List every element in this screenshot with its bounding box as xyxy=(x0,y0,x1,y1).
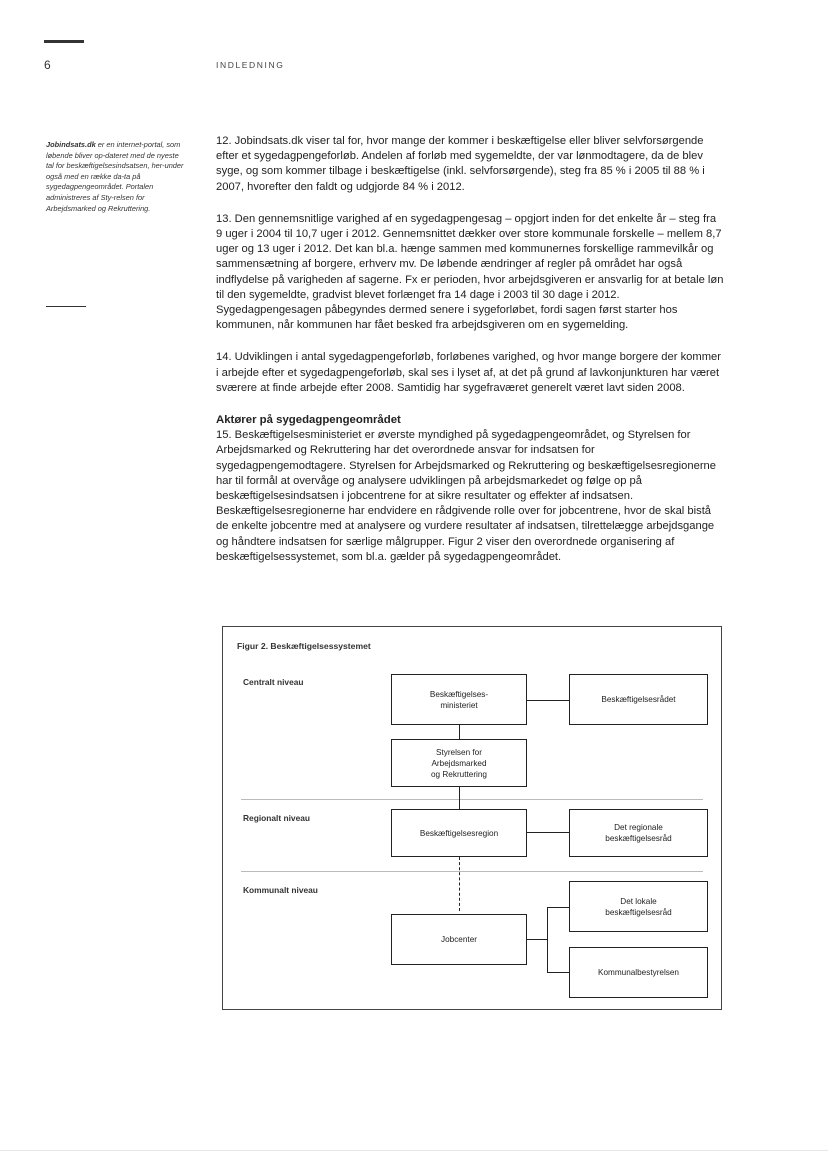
box-region: Beskæftigelsesregion xyxy=(391,809,527,857)
sidenote-rule xyxy=(46,306,86,307)
sidenote-bold: Jobindsats.dk xyxy=(46,140,96,149)
connector-branch-local xyxy=(547,907,569,908)
connector-agency-region xyxy=(459,787,460,809)
level-regional: Regionalt niveau xyxy=(243,813,311,823)
box-council: Beskæftigelsesrådet xyxy=(569,674,708,725)
separator-central-regional xyxy=(241,799,703,800)
box-ministry: Beskæftigelses- ministeriet xyxy=(391,674,527,725)
page-bottom-edge xyxy=(0,1150,828,1151)
box-agency: Styrelsen for Arbejdsmarked og Rekruttering xyxy=(391,739,527,787)
figure-title: Figur 2. Beskæftigelsessystemet xyxy=(237,641,371,651)
header-rule xyxy=(44,40,84,43)
paragraph-14: 14. Udviklingen i antal sygedagpengeforløb, forløbenes varighed, og hvor mange borgere der kommer i arbejde efter et sygedagpengeforløb, skal ses i lyset af, at det på grund af lavkonjunkturen har været sværere at finde arbejde efter 2008. Samtidig har sygefraværet generelt været lavt siden 2008. xyxy=(216,351,721,394)
sidenote xyxy=(46,140,186,214)
box-regional-council: Det regionale beskæftigelsesråd xyxy=(569,809,708,857)
connector-ministry-agency xyxy=(459,725,460,739)
connector-ministry-council xyxy=(527,700,569,701)
separator-regional-municipal xyxy=(241,871,703,872)
paragraph-13: 13. Den gennemsnitlige varighed af en sygedagpengesag – opgjort inden for det enkelte år – steg fra 9 uger i 2004 til 10,7 uger i 2012. Gennemsnittet dækker over store kommunale forskelle – mellem 8,7 uger og 13 uger i 2012. Det kan bl.a. hænge sammen med kommunernes forskellige rammevilkår og sammensætning af borgere, erhverv mv. De løbende ændringer af regler på området har også indflydelse på varigheden af sagerne. Fx er perioden, hvor arbejdsgiveren er ansvarlig for at betale løn til den sygemeldte, gradvist blevet forlænget fra 14 dage i 2003 til 30 dage i 2012. Sygedagpengesagen påbegyndes dermed senere i sygeforløbet, fordi sagen først starter hos kommunen, når kommunen har fået besked fra arbejdsgiveren om en sygemelding. xyxy=(216,212,724,332)
connector-branch-vertical xyxy=(547,907,548,972)
figure-2 xyxy=(222,626,722,1010)
connector-branch-board xyxy=(547,972,569,973)
paragraph-15: 15. Beskæftigelsesministeriet er øverste myndighed på sygedagpengeområdet, og Styrelsen for Arbejdsmarked og Rekruttering har det overordnede ansvar for indsatsen for sygedagpengemodtagere. Styrelsen for Arbejdsmarked og Rekruttering og beskæftigelsesregionerne har til formål at overvåge og analysere udviklingen på arbejdsmarkedet og følge op på beskæftigelsesindsatsen i jobcentrene for at sikre resultater og effekter af indsatsen. Beskæftigelsesregionerne har endvidere en rådgivende rolle over for jobcentrene, hvor de skal bistå de enkelte jobcentre med at analysere og vurdere resultater af indsatsen, tilrettelægge arbejdsgange og håndtere indsatsen for særlige målgrupper. Figur 2 viser den overordnede organisering af beskæftigelsessystemet, som bl.a. gælder på sygedagpengeområdet. xyxy=(216,429,717,563)
running-head: INDLEDNING xyxy=(216,60,285,70)
body-text xyxy=(216,134,724,565)
level-municipal: Kommunalt niveau xyxy=(243,885,318,895)
connector-region-regional-council xyxy=(527,832,569,833)
sidenote-text: er en internet-portal, som løbende bliver op-dateret med de nyeste tal for beskæftigelsesindsatsen, her-under også med en række da-ta på sygedagpengeområdet. Portalen administreres af Sty-relsen for Arbejdsmarked og Rekruttering. xyxy=(46,140,184,213)
connector-jobcenter-branch xyxy=(527,939,547,940)
paragraph-12: 12. Jobindsats.dk viser tal for, hvor mange der kommer i beskæftigelse eller bliver selvforsørgende efter et sygedagpengeforløb. Andelen af forløb med sygemeldte, der var lønmodtagere, da de blev syge, og som kommer tilbage i beskæftigelse (inkl. selvforsørgende), steg fra 85 % i 2005 til 88 % i 2007, hvorefter den faldt og udgjorde 84 % i 2012. xyxy=(216,135,705,193)
page-number: 6 xyxy=(44,58,51,72)
box-local-council: Det lokale beskæftigelsesråd xyxy=(569,881,708,932)
box-jobcenter: Jobcenter xyxy=(391,914,527,965)
level-central: Centralt niveau xyxy=(243,677,304,687)
box-municipal-board: Kommunalbestyrelsen xyxy=(569,947,708,998)
connector-region-jobcenter xyxy=(459,857,460,911)
section-heading: Aktører på sygedagpengeområdet xyxy=(216,414,401,427)
